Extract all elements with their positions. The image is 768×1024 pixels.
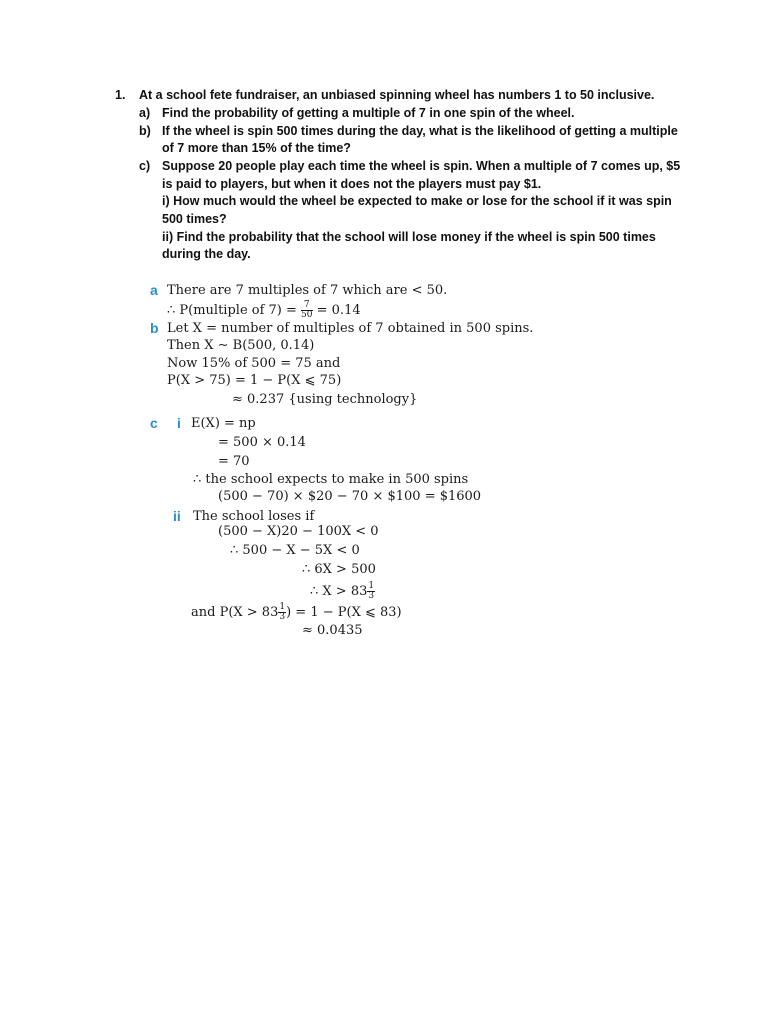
solution-c-ii-line5 [310,582,375,601]
part-b-text-line1: If the wheel is spin 500 times during the day, what is the likelihood of getting a multiple [162,124,678,138]
part-c-ii-line1: ii) Find the probability that the school will lose money if the wheel is spin 500 times [162,230,656,244]
fraction-7-over-50 [301,301,312,320]
solution-c-ii-line6-post: ) = 1 − P(X ⩽ 83) [286,605,402,620]
part-a-text: Find the probability of getting a multiple of 7 in one spin of the wheel. [162,106,575,120]
solution-c-ii-line4: ∴ 6X > 500 [302,562,376,577]
fraction-one-third-2 [278,603,286,622]
solution-label-a: a [150,282,158,298]
solution-c-i-line3: = 70 [218,454,250,469]
part-a-label: a) [139,106,151,120]
solution-c-ii-line7: ≈ 0.0435 [302,623,363,638]
solution-b-line5: ≈ 0.237 {using technology} [232,392,418,407]
solution-c-i-line2: = 500 × 0.14 [218,435,306,450]
fraction-denominator: 3 [368,591,375,601]
part-c-ii-line2: during the day. [162,247,251,261]
solution-c-ii-line6-pre: and P(X > 83 [191,605,279,620]
part-b-text-line2: of 7 more than 15% of the time? [162,141,351,155]
solution-c-ii-line6 [191,603,402,622]
solution-a-line2-pre: ∴ P(multiple of 7) = [167,303,297,318]
solution-b-line4: P(X > 75) = 1 − P(X ⩽ 75) [167,373,342,388]
fraction-one-third [367,582,375,601]
question-number: 1. [115,88,126,102]
solution-b-line2: Then X ∼ B(500, 0.14) [167,338,315,353]
part-b-label: b) [139,124,151,138]
solution-c-ii-line2: (500 − X)20 − 100X < 0 [218,524,379,539]
solution-label-c-ii: ii [173,508,181,524]
solution-label-c-i: i [177,415,181,431]
solution-label-b: b [150,320,159,336]
solution-b-line1: Let X = number of multiples of 7 obtained in 500 spins. [167,321,534,336]
solution-a-line2-post: = 0.14 [316,303,361,318]
solution-c-ii-line5-pre: ∴ X > 83 [310,584,368,599]
solution-c-i-line1: E(X) = np [191,416,256,431]
part-c-i-line1: i) How much would the wheel be expected to make or lose for the school if it was spin [162,194,672,208]
solution-c-ii-line1: The school loses if [193,509,315,524]
solution-a-line1: There are 7 multiples of 7 which are < 50. [167,283,448,298]
fraction-denominator: 3 [279,612,286,622]
solution-c-ii-line3: ∴ 500 − X − 5X < 0 [230,543,360,558]
solution-c-i-line5: (500 − 70) × $20 − 70 × $100 = $1600 [218,489,482,504]
question-stem: At a school fete fundraiser, an unbiased spinning wheel has numbers 1 to 50 inclusive. [139,88,655,102]
solution-label-c: c [150,415,158,431]
fraction-numerator: 1 [368,581,375,591]
part-c-text-line2: is paid to players, but when it does not the players must pay $1. [162,177,542,191]
fraction-denominator: 50 [301,310,313,320]
part-c-text-line1: Suppose 20 people play each time the wheel is spin. When a multiple of 7 comes up, $5 [162,159,681,173]
part-c-i-line2: 500 times? [162,212,227,226]
solution-c-i-line4: ∴ the school expects to make in 500 spins [193,472,469,487]
solution-b-line3: Now 15% of 500 = 75 and [167,356,341,371]
solution-a-line2 [167,301,361,320]
fraction-numerator: 7 [301,301,312,311]
fraction-numerator: 1 [279,602,286,612]
part-c-label: c) [139,159,151,173]
